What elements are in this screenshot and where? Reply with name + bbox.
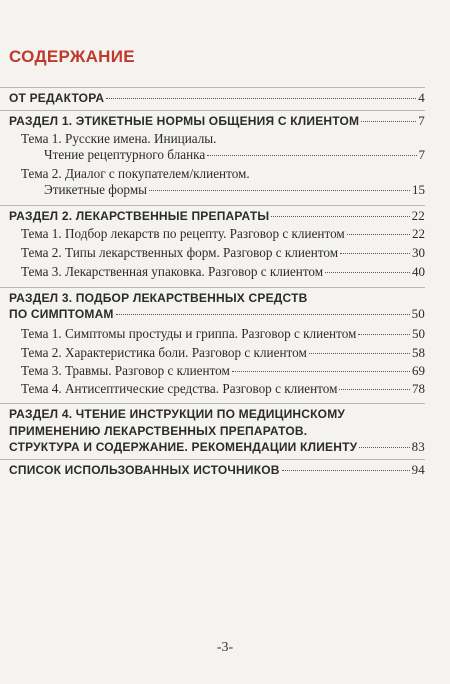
toc-entry-s1-topic-2[interactable]: Тема 2. Диалог с покупателем/клиентом. Этикетные формы 15 <box>21 166 425 197</box>
toc-entry-section-3[interactable]: РАЗДЕЛ 3. ПОДБОР ЛЕКАРСТВЕННЫХ СРЕДСТВ ПО СИМПТОМАМ 50 <box>9 291 425 321</box>
toc-entry-section-2[interactable]: РАЗДЕЛ 2. ЛЕКАРСТВЕННЫЕ ПРЕПАРАТЫ 22 <box>9 208 425 223</box>
toc-entry-s3-topic-2[interactable]: Тема 2. Характеристика боли. Разговор с клиентом 58 <box>21 345 425 360</box>
toc-entry-s2-topic-2[interactable]: Тема 2. Типы лекарственных форм. Разговор с клиентом 30 <box>21 245 425 260</box>
toc-entry-section-1[interactable]: РАЗДЕЛ 1. ЭТИКЕТНЫЕ НОРМЫ ОБЩЕНИЯ С КЛИЕНТОМ 7 <box>9 113 425 128</box>
page-number: -3- <box>216 640 234 655</box>
divider <box>0 205 425 206</box>
divider <box>0 403 425 404</box>
divider <box>0 110 425 111</box>
toc-entry-s2-topic-3[interactable]: Тема 3. Лекарственная упаковка. Разговор с клиентом 40 <box>21 264 425 279</box>
toc-entry-s2-topic-1[interactable]: Тема 1. Подбор лекарств по рецепту. Разговор с клиентом 22 <box>21 226 425 241</box>
toc-heading: СОДЕРЖАНИЕ <box>9 47 135 66</box>
toc-entry-sources[interactable]: СПИСОК ИСПОЛЬЗОВАННЫХ ИСТОЧНИКОВ 94 <box>9 462 425 477</box>
toc-entry-s3-topic-1[interactable]: Тема 1. Симптомы простуды и гриппа. Разговор с клиентом 50 <box>21 326 425 341</box>
toc-entry-section-4[interactable]: РАЗДЕЛ 4. ЧТЕНИЕ ИНСТРУКЦИИ ПО МЕДИЦИНСКОМУ ПРИМЕНЕНИЮ ЛЕКАРСТВЕННЫХ ПРЕПАРАТОВ. СТРУКТУРА И СОДЕРЖАНИЕ. РЕКОМЕНДАЦИИ КЛИЕНТУ 83 <box>9 407 425 454</box>
divider <box>0 287 425 288</box>
toc-entry-s3-topic-3[interactable]: Тема 3. Травмы. Разговор с клиентом 69 <box>21 363 425 378</box>
divider <box>0 459 425 460</box>
divider <box>0 87 425 88</box>
toc-entry-s3-topic-4[interactable]: Тема 4. Антисептические средства. Разговор с клиентом 78 <box>21 381 425 396</box>
toc-entry-editor[interactable]: ОТ РЕДАКТОРА 4 <box>9 90 425 105</box>
toc-entry-s1-topic-1[interactable]: Тема 1. Русские имена. Инициалы. Чтение рецептурного бланка 7 <box>21 131 425 162</box>
